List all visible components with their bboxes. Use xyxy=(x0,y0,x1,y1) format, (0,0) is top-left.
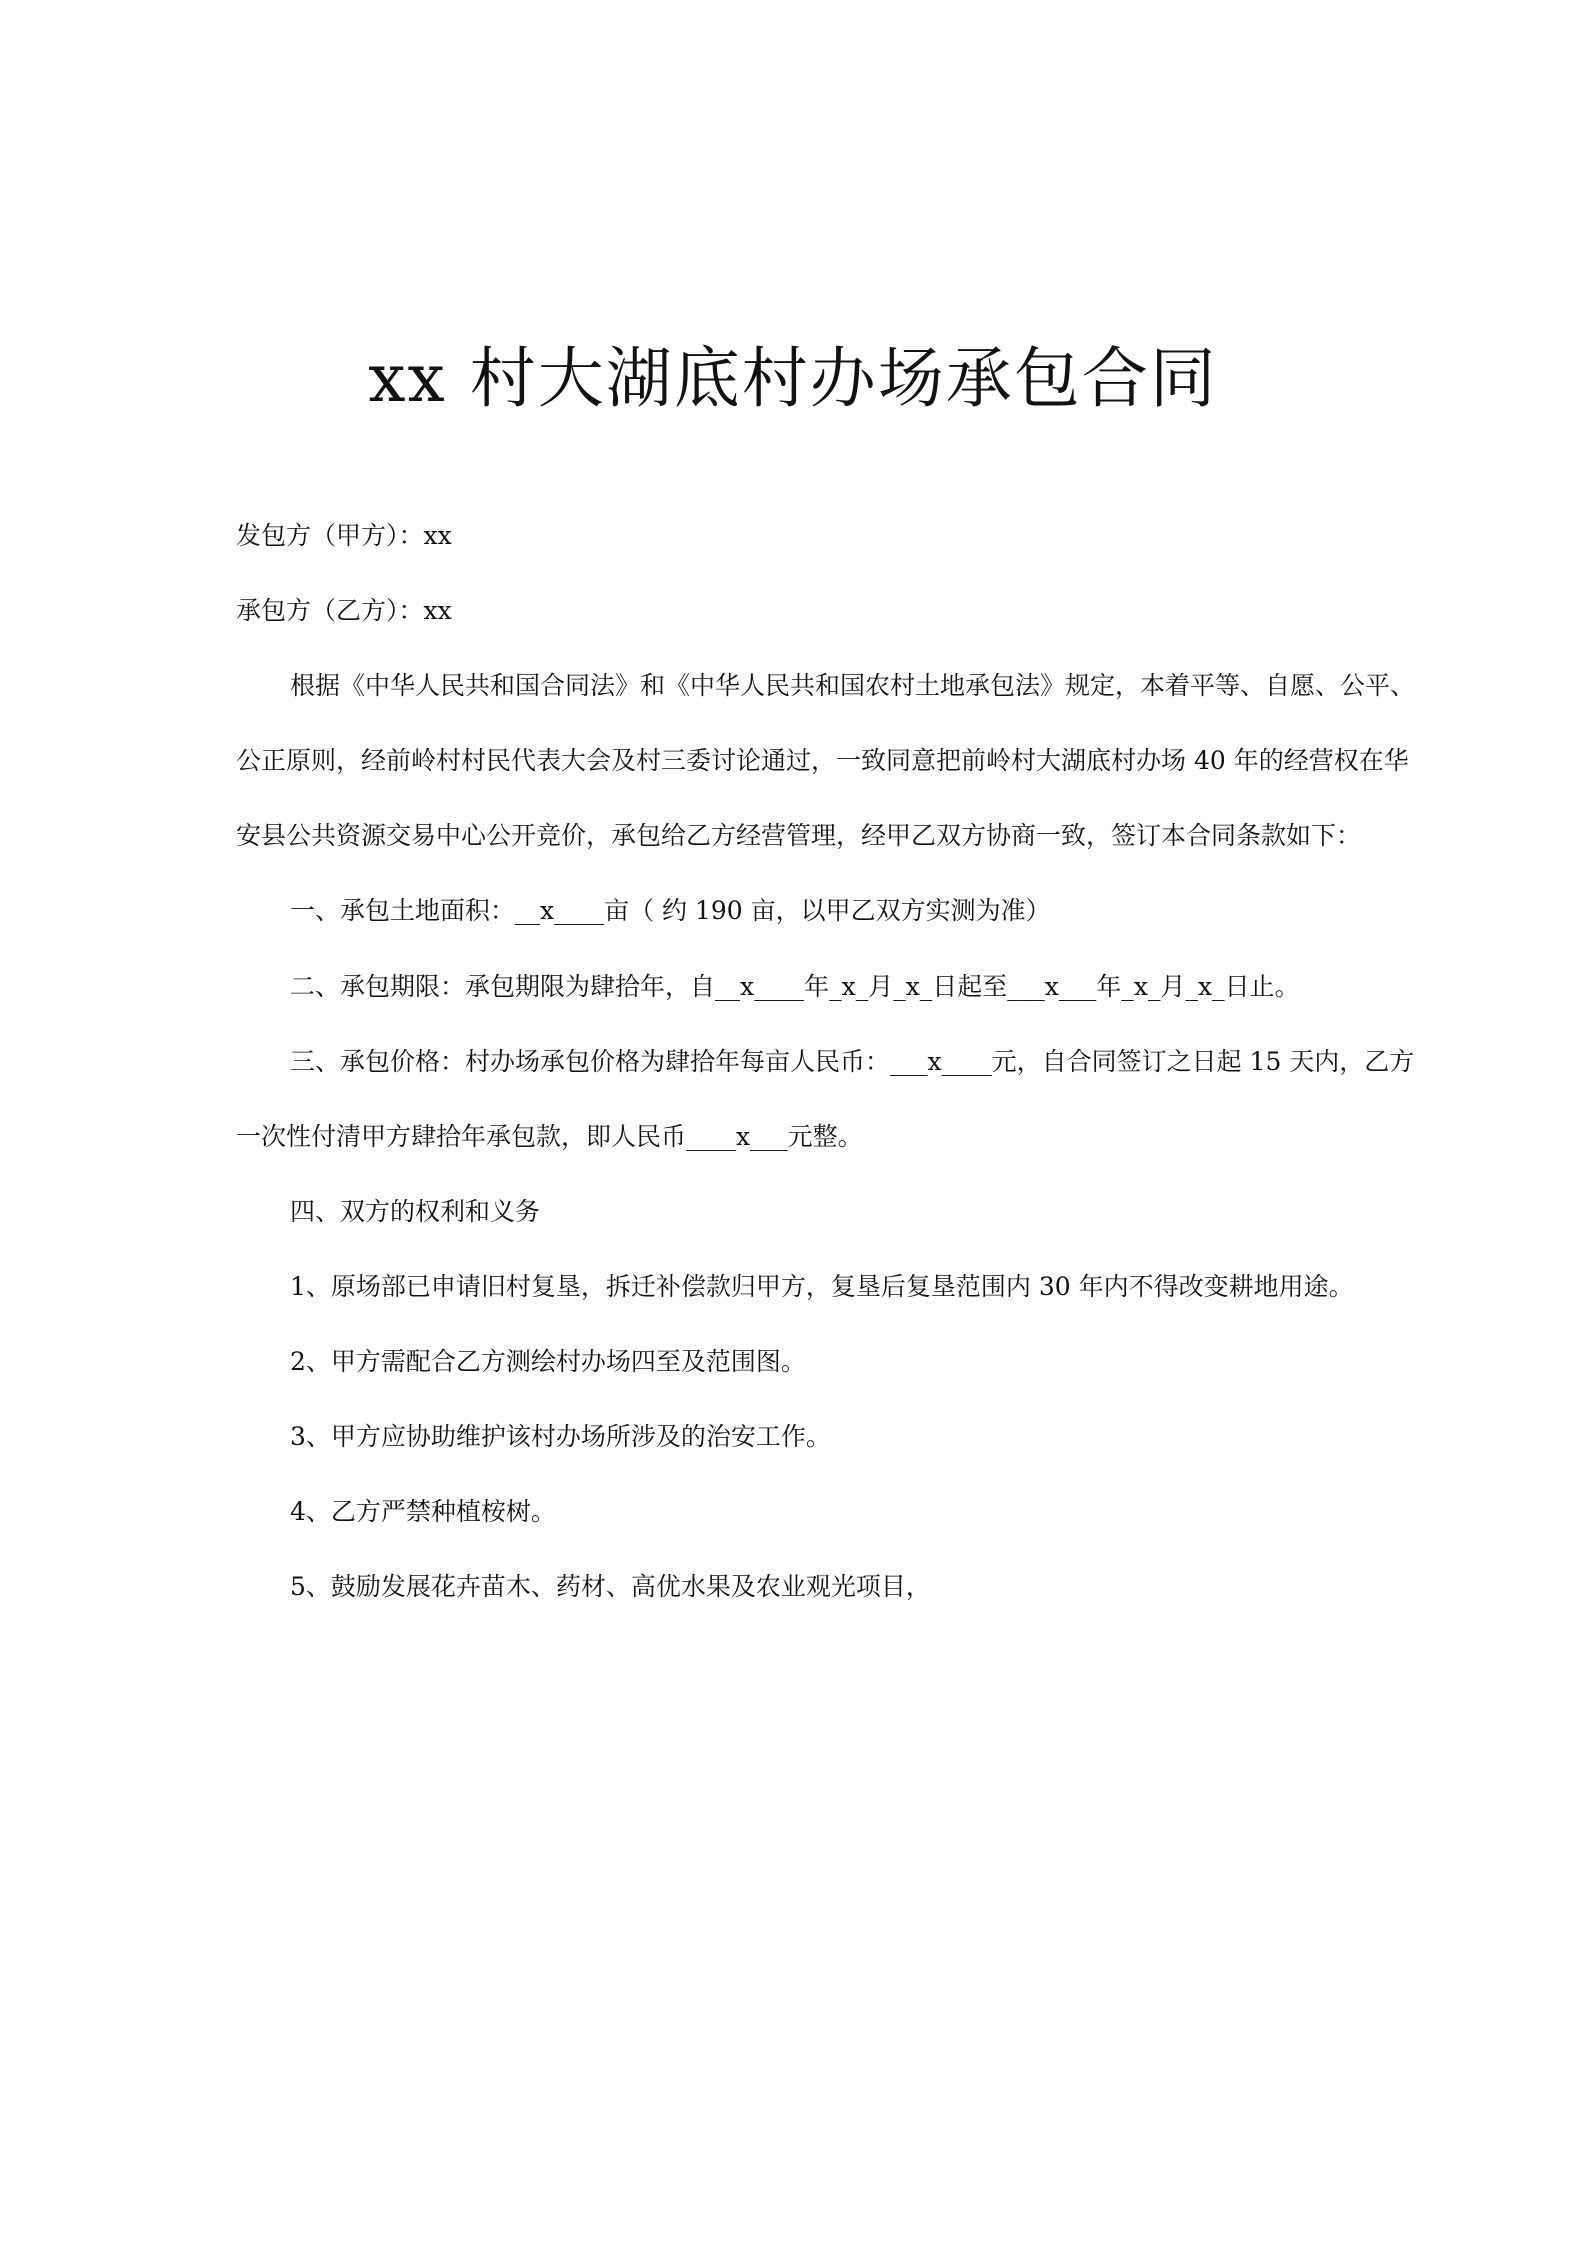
party-a: 发包方（甲方）：xx xyxy=(236,521,452,550)
clause-2: 二、承包期限：承包期限为肆拾年，自__x____年_x_月_x_日起至___x___年_x_月_x_日止。 xyxy=(290,972,1300,1001)
list-item: 4、乙方严禁种植桉树。 xyxy=(290,1497,556,1526)
list-item: 5、鼓励发展花卉苗木、药材、高优水果及农业观光项目， xyxy=(290,1572,931,1601)
preamble-line-1: 根据《中华人民共和国合同法》和《中华人民共和国农村土地承包法》规定，本着平等、自愿、公平、 xyxy=(290,671,1416,700)
clause-1: 一、承包土地面积：__x____亩（ 约 190 亩，以甲乙双方实测为准） xyxy=(290,896,1051,925)
clause-4-heading: 四、双方的权利和义务 xyxy=(290,1197,541,1226)
party-b: 承包方（乙方）：xx xyxy=(236,596,452,625)
clause-3-line-2: 一次性付清甲方肆拾年承包款，即人民币____x___元整。 xyxy=(236,1122,863,1151)
list-item: 1、原场部已申请旧村复垦，拆迁补偿款归甲方，复垦后复垦范围内 30 年内不得改变耕地用途。 xyxy=(290,1272,1354,1301)
preamble-line-2: 公正原则，经前岭村村民代表大会及村三委讨论通过，一致同意把前岭村大湖底村办场 40 年的经营权在华 xyxy=(236,746,1409,775)
clause-3-line-1: 三、承包价格：村办场承包价格为肆拾年每亩人民币：___x____元，自合同签订之日起 15 天内，乙方 xyxy=(290,1047,1415,1076)
preamble-line-3: 安县公共资源交易中心公开竞价，承包给乙方经营管理，经甲乙双方协商一致，签订本合同条款如下： xyxy=(236,821,1362,850)
list-item: 3、甲方应协助维护该村办场所涉及的治安工作。 xyxy=(290,1422,831,1451)
list-item: 2、甲方需配合乙方测绘村办场四至及范围图。 xyxy=(290,1347,806,1376)
document-title: xx 村大湖底村办场承包合同 xyxy=(368,340,1218,417)
